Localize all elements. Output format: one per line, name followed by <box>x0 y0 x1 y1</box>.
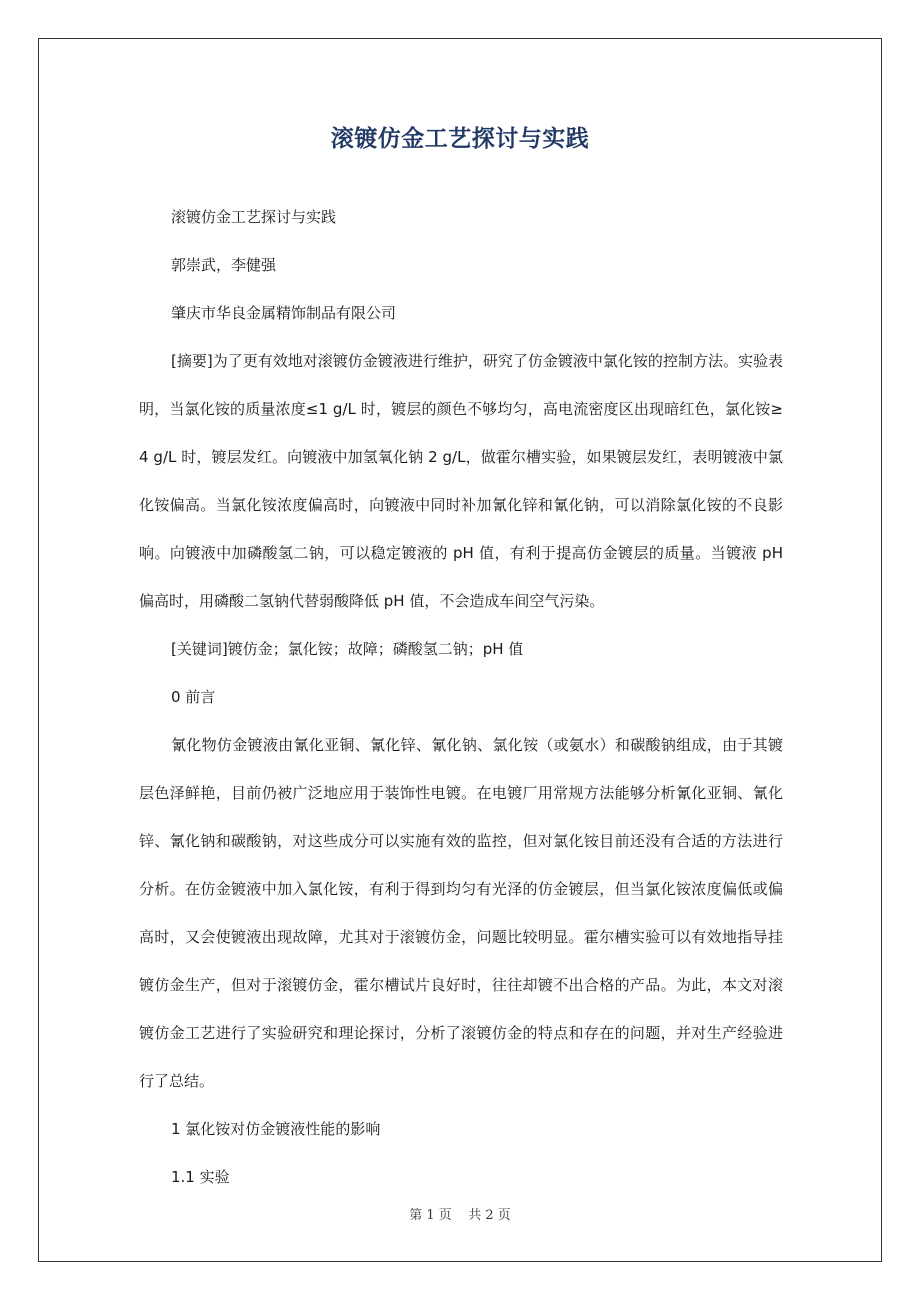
affiliation-paragraph: 肇庆市华良金属精饰制品有限公司 <box>171 304 397 322</box>
preface-paragraph: 氰化物仿金镀液由氰化亚铜、氰化锌、氰化钠、氯化铵（或氨水）和碳酸钠组成，由于其镀层色泽鲜艳，目前仍被广泛地应用于装饰性电镀。在电镀厂用常规方法能够分析氰化亚铜、氰化锌、氰化钠和碳酸钠，对这些成分可以实施有效的监控，但对氯化铵目前还没有合适的方法进行分析。在仿金镀液中加入氯化铵，有利于得到均匀有光泽的仿金镀层，但当氯化铵浓度偏低或偏高时，又会使镀液出现故障，尤其对于滚镀仿金，问题比较明显。霍尔槽实验可以有效地指导挂镀仿金生产，但对于滚镀仿金，霍尔槽试片良好时，往往却镀不出合格的产品。为此，本文对滚镀仿金工艺进行了实验研究和理论探讨，分析了滚镀仿金的特点和存在的问题，并对生产经验进行了总结。 <box>139 736 783 1090</box>
section-heading-preface: 0 前言 <box>171 688 216 706</box>
keywords-paragraph: [关键词]镀仿金；氯化铵；故障；磷酸氢二钠；pH 值 <box>171 640 524 658</box>
document-title: 滚镀仿金工艺探讨与实践 <box>330 126 590 152</box>
section-heading-1: 1 氯化铵对仿金镀液性能的影响 <box>171 1120 381 1138</box>
page-number-label: 第 1 页 共 2 页 <box>409 1208 511 1223</box>
authors-paragraph: 郭崇武，李健强 <box>171 256 277 274</box>
document-body <box>139 193 783 1201</box>
abstract-paragraph: [摘要]为了更有效地对滚镀仿金镀液进行维护，研究了仿金镀液中氯化铵的控制方法。实验表明，当氯化铵的质量浓度≤1 g/L 时，镀层的颜色不够均匀，高电流密度区出现暗红色，氯化铵≥4 g/L 时，镀层发红。向镀液中加氢氧化钠 2 g/L，做霍尔槽实验，如果镀层发红，表明镀液中氯化铵偏高。当氯化铵浓度偏高时，向镀液中同时补加氰化锌和氰化钠，可以消除氯化铵的不良影响。向镀液中加磷酸氢二钠，可以稳定镀液的 pH 值，有利于提高仿金镀层的质量。当镀液 pH 偏高时，用磷酸二氢钠代替弱酸降低 pH 值，不会造成车间空气污染。 <box>139 352 783 610</box>
page-footer <box>0 1204 920 1223</box>
subtitle-paragraph: 滚镀仿金工艺探讨与实践 <box>171 208 337 226</box>
subsection-heading-1-1: 1.1 实验 <box>171 1168 230 1186</box>
